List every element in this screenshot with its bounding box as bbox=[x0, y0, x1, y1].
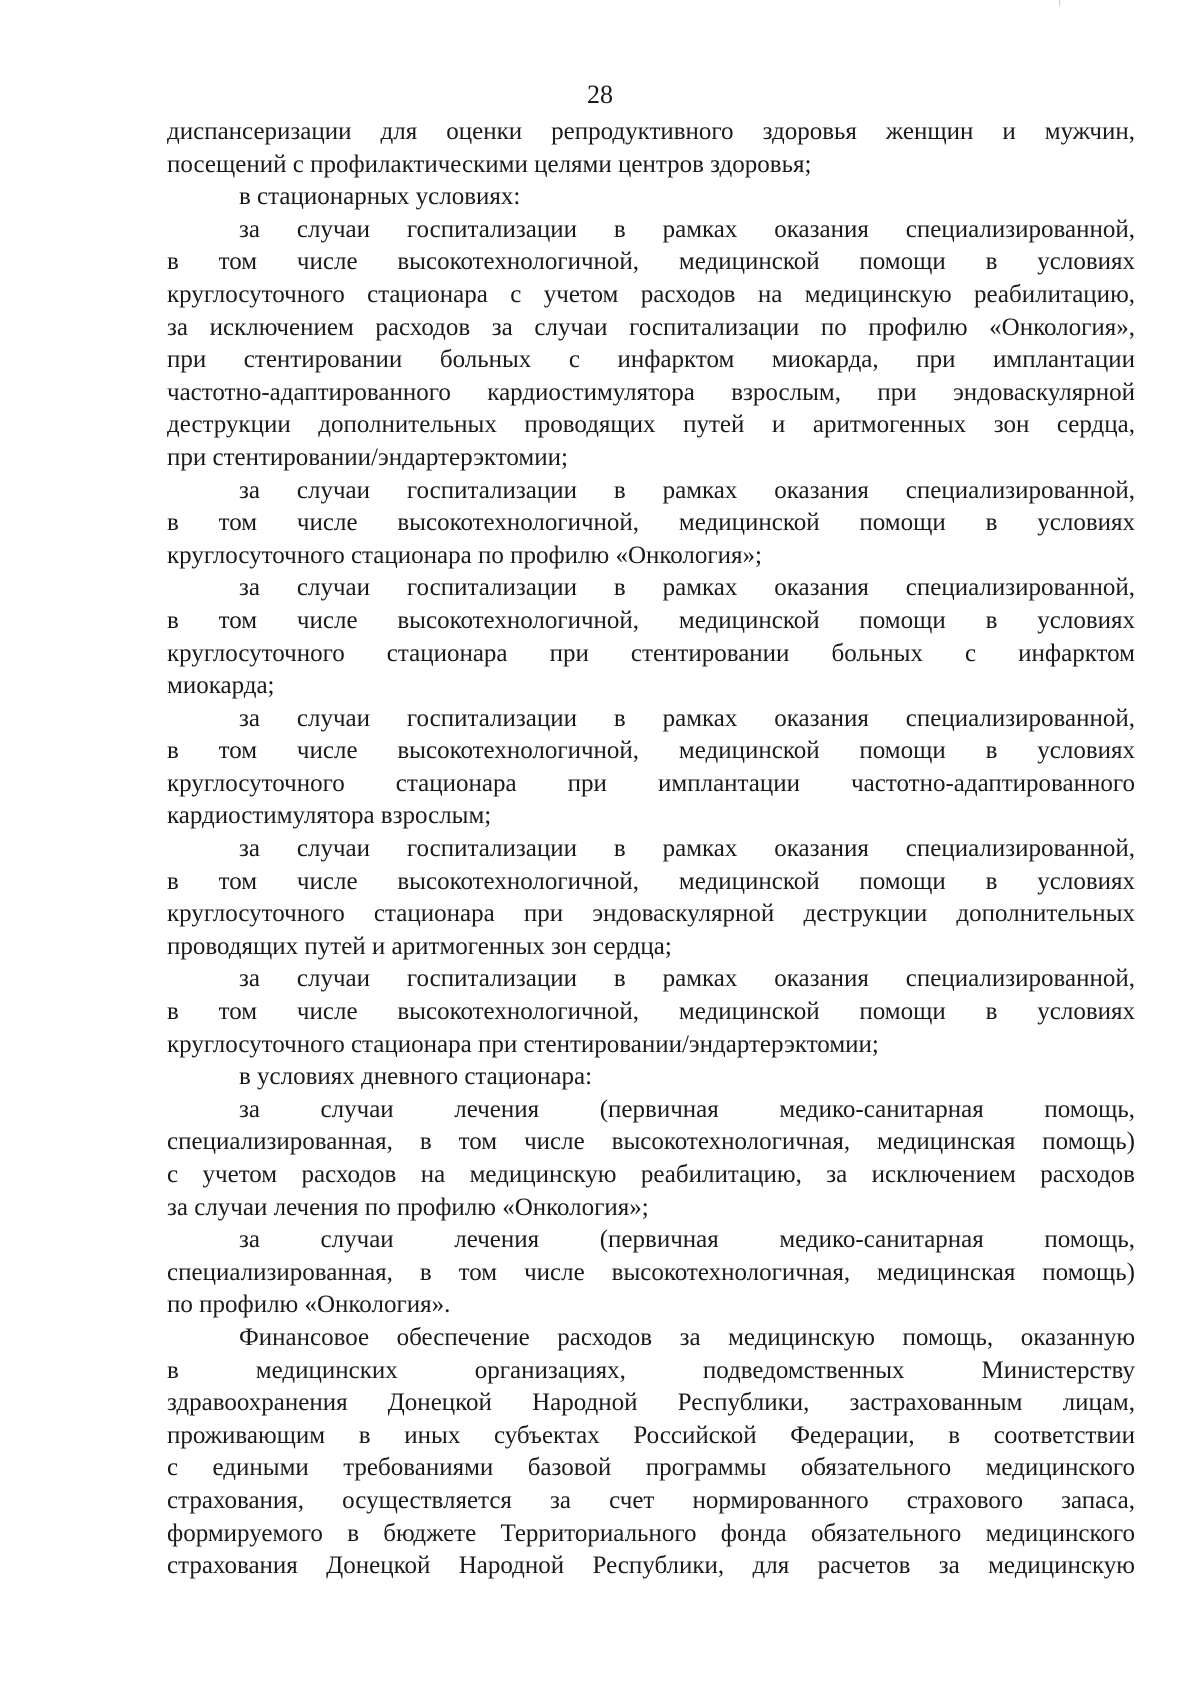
text-line: с учетом расходов на медицинскую реабилитацию, за исключением расходов bbox=[167, 1161, 1135, 1188]
text-line: частотно-адаптированного кардиостимулятора взрослым, при эндоваскулярной bbox=[167, 378, 1135, 406]
text-line: проживающим в иных субъектах Российской Федерации, в соответствии bbox=[167, 1421, 1135, 1449]
text-line: в том числе высокотехнологичной, медицинской помощи в условиях bbox=[167, 606, 1135, 634]
text-line: в медицинских организациях, подведомственных Министерству bbox=[167, 1356, 1135, 1384]
text-line: при стентировании/эндартерэктомии; bbox=[167, 443, 568, 471]
text-line: Финансовое обеспечение расходов за медицинскую помощь, оказанную bbox=[239, 1323, 1135, 1351]
text-line: в стационарных условиях: bbox=[239, 183, 521, 211]
text-line: за исключением расходов за случаи госпитализации по профилю «Онкология», bbox=[167, 313, 1135, 341]
text-line: при стентировании больных с инфарктом миокарда, при имплантации bbox=[167, 346, 1135, 374]
text-line: специализированная, в том числе высокотехнологичная, медицинская помощь) bbox=[167, 1128, 1135, 1156]
text-line: круглосуточного стационара с учетом расходов на медицинскую реабилитацию, bbox=[167, 280, 1135, 308]
text-line: здравоохранения Донецкой Народной Республики, застрахованным лицам, bbox=[167, 1389, 1135, 1417]
text-line: в том числе высокотехнологичной, медицинской помощи в условиях bbox=[167, 867, 1135, 895]
text-line: специализированная, в том числе высокотехнологичная, медицинская помощь) bbox=[167, 1258, 1135, 1286]
body-text bbox=[167, 116, 1135, 1583]
text-line: за случаи госпитализации в рамках оказания специализированной, bbox=[239, 835, 1135, 863]
text-line: в том числе высокотехнологичной, медицинской помощи в условиях bbox=[167, 737, 1135, 765]
text-line: формируемого в бюджете Территориального фонда обязательного медицинского bbox=[167, 1519, 1135, 1547]
text-line: в том числе высокотехнологичной, медицинской помощи в условиях bbox=[167, 998, 1135, 1026]
text-line: в том числе высокотехнологичной, медицинской помощи в условиях bbox=[167, 509, 1135, 537]
text-line: страхования, осуществляется за счет нормированного страхового запаса, bbox=[167, 1486, 1135, 1514]
text-line: по профилю «Онкология». bbox=[167, 1291, 451, 1319]
text-line: круглосуточного стационара при стентировании/эндартерэктомии; bbox=[167, 1030, 879, 1058]
text-line: в условиях дневного стационара: bbox=[239, 1063, 593, 1091]
text-line: за случаи госпитализации в рамках оказания специализированной, bbox=[239, 965, 1135, 993]
text-line: посещений с профилактическими целями центров здоровья; bbox=[167, 150, 812, 178]
page-number: 28 bbox=[587, 80, 613, 109]
text-line: за случаи госпитализации в рамках оказания специализированной, bbox=[239, 215, 1135, 243]
text-line: миокарда; bbox=[167, 672, 275, 700]
text-line: круглосуточного стационара по профилю «Онкология»; bbox=[167, 541, 762, 569]
text-line: в том числе высокотехнологичной, медицинской помощи в условиях bbox=[167, 248, 1135, 276]
scan-edge-mark bbox=[1059, 0, 1060, 6]
text-line: с едиными требованиями базовой программы обязательного медицинского bbox=[167, 1454, 1135, 1482]
text-line: за случаи лечения (первичная медико-санитарная помощь, bbox=[239, 1226, 1135, 1254]
text-line: за случаи лечения (первичная медико-санитарная помощь, bbox=[239, 1095, 1135, 1123]
text-line: за случаи госпитализации в рамках оказания специализированной, bbox=[239, 704, 1135, 732]
text-line: за случаи лечения по профилю «Онкология»; bbox=[167, 1193, 649, 1221]
text-line: проводящих путей и аритмогенных зон сердца; bbox=[167, 932, 672, 960]
text-line: диспансеризации для оценки репродуктивного здоровья женщин и мужчин, bbox=[167, 118, 1135, 145]
text-line: круглосуточного стационара при стентировании больных с инфарктом bbox=[167, 639, 1135, 667]
text-line: страхования Донецкой Народной Республики, для расчетов за медицинскую bbox=[167, 1552, 1135, 1580]
text-line: круглосуточного стационара при имплантации частотно-адаптированного bbox=[167, 769, 1135, 797]
text-line: кардиостимулятора взрослым; bbox=[167, 802, 492, 830]
text-line: деструкции дополнительных проводящих путей и аритмогенных зон сердца, bbox=[167, 411, 1135, 439]
text-line: за случаи госпитализации в рамках оказания специализированной, bbox=[239, 476, 1135, 504]
text-line: круглосуточного стационара при эндоваскулярной деструкции дополнительных bbox=[167, 900, 1135, 928]
text-line: за случаи госпитализации в рамках оказания специализированной, bbox=[239, 574, 1135, 602]
